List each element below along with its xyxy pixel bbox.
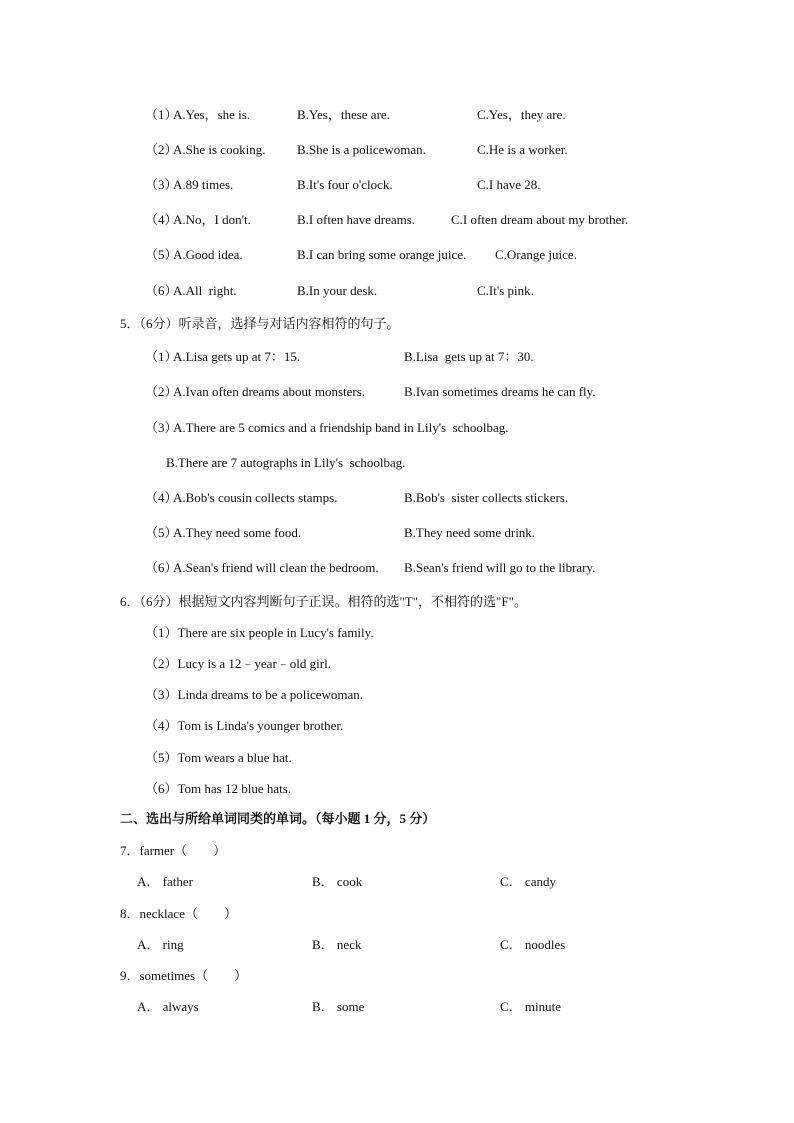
- option-c: C.He is a worker.: [477, 142, 568, 157]
- option-b: B.Ivan sometimes dreams he can fly.: [404, 384, 596, 399]
- option-c: C.I have 28.: [477, 177, 541, 192]
- option-c: C.Yes，they are.: [477, 107, 566, 122]
- option-b: B.Lisa gets up at 7：30.: [404, 349, 534, 364]
- option-a: A.89 times.: [173, 177, 234, 192]
- item-number: （4）: [145, 212, 178, 227]
- option-a: A.All right.: [173, 283, 237, 298]
- option-a: A.Yes，she is.: [173, 107, 251, 122]
- option-b: B.There are 7 autographs in Lily's schoolbag.: [166, 455, 406, 470]
- statement-item: （5）Tom wears a blue hat.: [145, 750, 292, 765]
- statement-item: （3）Linda dreams to be a policewoman.: [145, 687, 364, 702]
- part-2-heading: 二、选出与所给单词同类的单词。（每小题 1 分，5 分）: [120, 811, 436, 826]
- option-c: C． candy: [500, 874, 556, 889]
- option-a: A.Lisa gets up at 7：15.: [173, 349, 301, 364]
- option-b: B.She is a policewoman.: [297, 142, 426, 157]
- statement-item: （4）Tom is Linda's younger brother.: [145, 718, 344, 733]
- item-number: （2）: [145, 384, 178, 399]
- option-b: B.Yes，these are.: [297, 107, 390, 122]
- item-number: （5）: [145, 247, 178, 262]
- option-c: C.Orange juice.: [495, 247, 577, 262]
- option-c: C． minute: [500, 999, 562, 1014]
- option-b: B.In your desk.: [297, 283, 378, 298]
- item-number: （3）: [145, 420, 178, 435]
- statement-item: （1）There are six people in Lucy's family.: [145, 625, 374, 640]
- option-b: B． neck: [312, 937, 362, 952]
- option-a: A.Good idea.: [173, 247, 243, 262]
- question-9-stem: 9．sometimes（ ）: [120, 968, 248, 983]
- item-number: （2）: [145, 142, 178, 157]
- option-a: A.No，I don't.: [173, 212, 251, 227]
- item-number: （1）: [145, 107, 178, 122]
- section-6-heading: 6．（6分）根据短文内容判断句子正误。相符的选"T"，不相符的选"F"。: [120, 594, 527, 609]
- option-c: C． noodles: [500, 937, 566, 952]
- option-b: B.I can bring some orange juice.: [297, 247, 467, 262]
- option-a: A.She is cooking.: [173, 142, 266, 157]
- option-a: A.Sean's friend will clean the bedroom.: [173, 560, 379, 575]
- item-number: （5）: [145, 525, 178, 540]
- option-a: A． father: [137, 874, 193, 889]
- option-c: C.It's pink.: [477, 283, 534, 298]
- option-b: B.I often have dreams.: [297, 212, 416, 227]
- statement-item: （2）Lucy is a 12﹣year﹣old girl.: [145, 656, 331, 671]
- section-5-heading: 5．（6分）听录音，选择与对话内容相符的句子。: [120, 316, 400, 331]
- option-c: C.I often dream about my brother.: [451, 212, 629, 227]
- option-a: A． always: [137, 999, 199, 1014]
- option-a: A.They need some food.: [173, 525, 302, 540]
- option-b: B.Sean's friend will go to the library.: [404, 560, 596, 575]
- statement-item: （6）Tom has 12 blue hats.: [145, 781, 292, 796]
- option-b: B． cook: [312, 874, 363, 889]
- option-a: A.Bob's cousin collects stamps.: [173, 490, 338, 505]
- item-number: （1）: [145, 349, 178, 364]
- option-b: B． some: [312, 999, 365, 1014]
- option-a: A． ring: [137, 937, 184, 952]
- option-a: A.There are 5 comics and a friendship band in Lily's schoolbag.: [173, 420, 509, 435]
- question-7-stem: 7．farmer（ ）: [120, 843, 227, 858]
- item-number: （4）: [145, 490, 178, 505]
- option-a: A.Ivan often dreams about monsters.: [173, 384, 366, 399]
- option-b: B.It's four o'clock.: [297, 177, 393, 192]
- option-b: B.They need some drink.: [404, 525, 536, 540]
- question-8-stem: 8．necklace（ ）: [120, 906, 237, 921]
- item-number: （6）: [145, 283, 178, 298]
- item-number: （6）: [145, 560, 178, 575]
- option-b: B.Bob's sister collects stickers.: [404, 490, 569, 505]
- item-number: （3）: [145, 177, 178, 192]
